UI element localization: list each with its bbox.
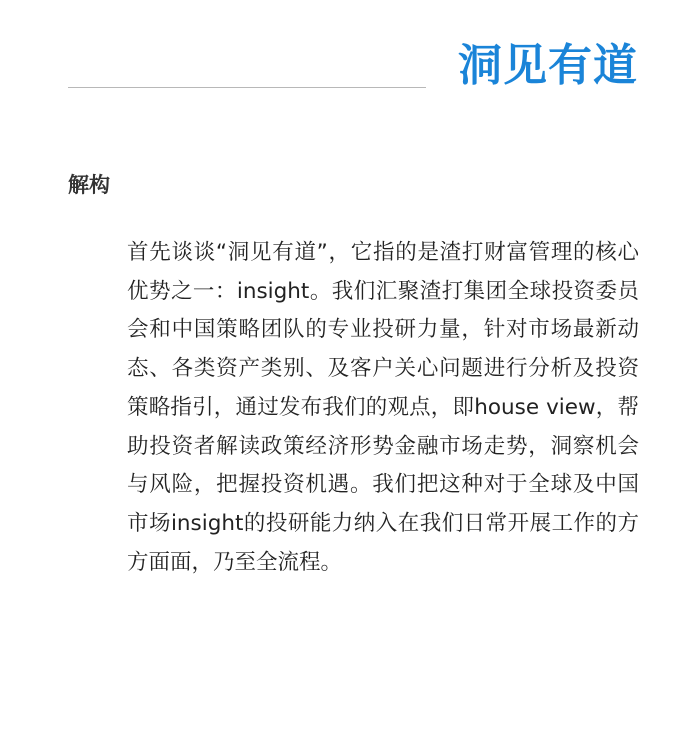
header-divider-line [68,87,426,88]
section-heading: 解构 [68,173,110,197]
page-header [0,0,700,110]
page-title: 洞见有道 [458,40,638,91]
body-paragraph: 首先谈谈“洞见有道”，它指的是渣打财富管理的核心优势之一：insight。我们汇聚渣打集团全球投资委员会和中国策略团队的专业投研力量，针对市场最新动态、各类资产类别、及客户关心问题进行分析及投资策略指引，通过发布我们的观点，即house view，帮助投资者解读政策经济形势金融市场走势，洞察机会与风险，把握投资机遇。我们把这种对于全球及中国市场insight的投研能力纳入在我们日常开展工作的方方面面，乃至全流程。 [127,240,639,575]
